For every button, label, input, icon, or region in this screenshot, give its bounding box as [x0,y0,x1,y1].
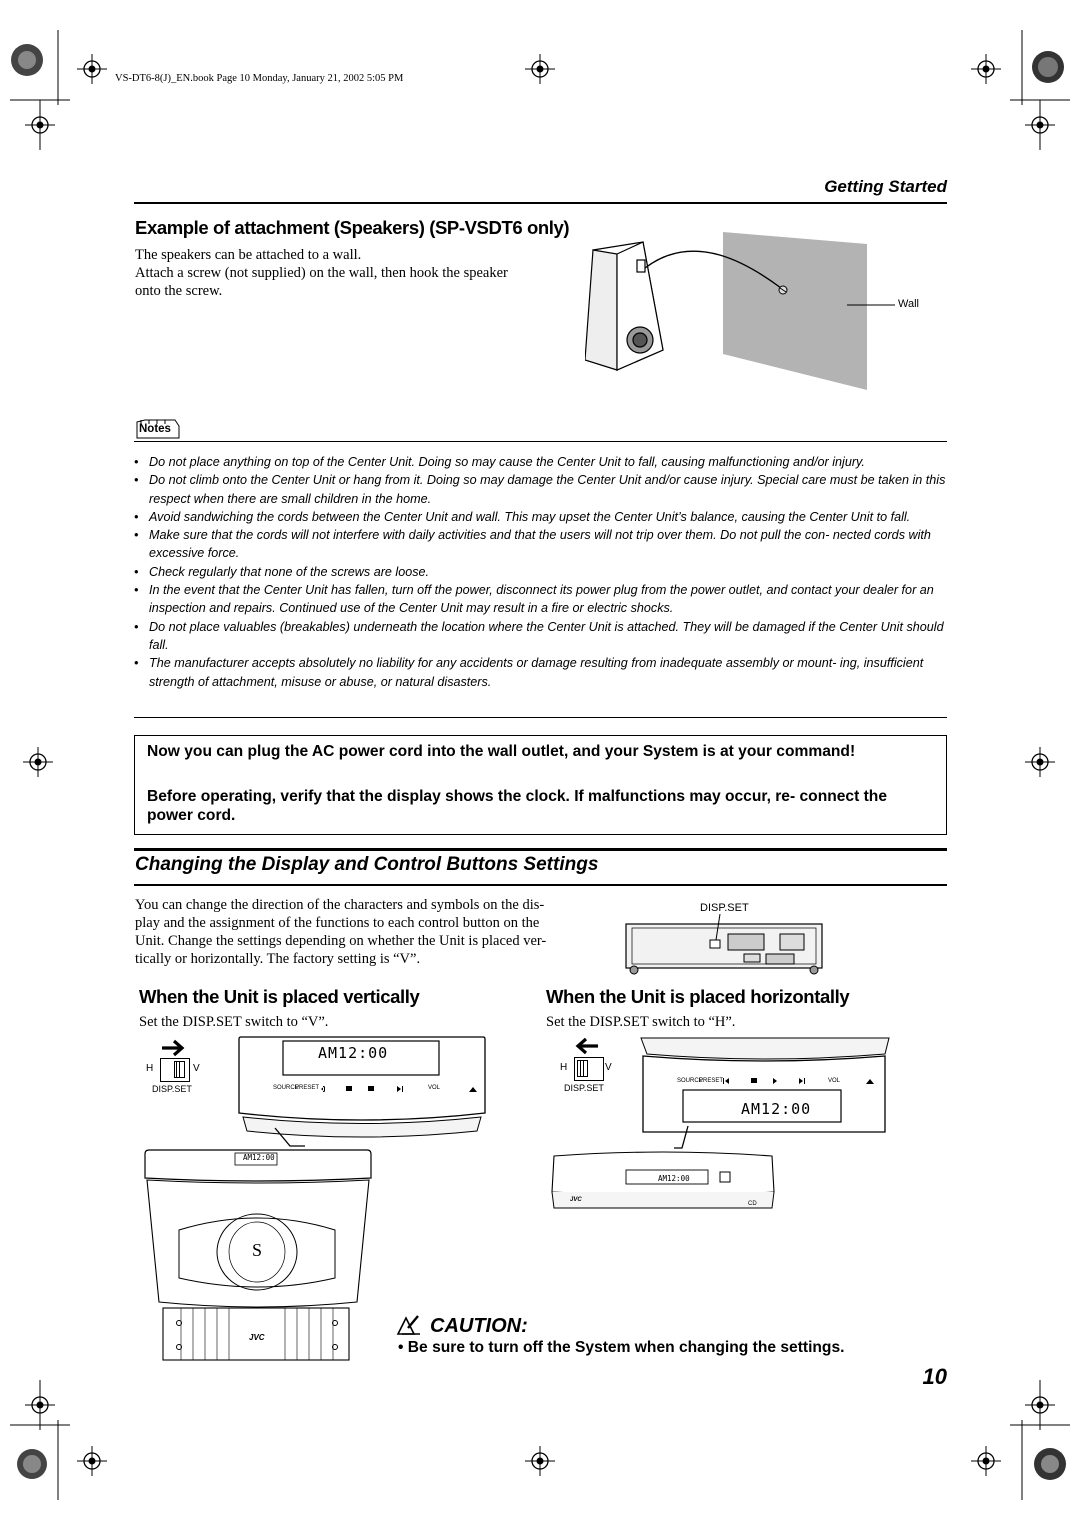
notes-badge [135,418,181,440]
attachment-line: Attach a screw (not supplied) on the wall, then hook the speaker [135,265,508,281]
list-item: • Do not place anything on top of the Center Unit. Doing so may cause the Center Unit to fall, causing malfunctioning and/or injury. [134,455,865,469]
speaker-wall-illustration [585,230,955,390]
note-text: Avoid sandwiching the cords between the Center Unit and wall. This may upset the Center Unit’s balance, causing the Center Unit to fall. [149,509,911,524]
attachment-line: onto the screw. [135,283,223,299]
lcd-readout-horizontal-small: AM12:00 [658,1174,690,1183]
button-label: SOURCE [677,1078,703,1084]
vertical-heading: When the Unit is placed vertically [139,986,420,1007]
note-text: Do not climb onto the Center Unit or hang from it. Doing so may damage the Center Unit and/or cause injury. Special care must be taken in this respect when there are small children in the home. [149,473,946,506]
section-rule-bottom [134,884,947,886]
list-item: • Do not climb onto the Center Unit or hang from it. Doing so may damage the Center Unit and/or cause injury. Special care must be taken in this respect when there are small children in the home. [134,473,946,506]
page-number: 10 [922,1364,947,1389]
section-rule-top [134,848,947,851]
attachment-heading: Example of attachment (Speakers) (SP-VSDT6 only) [135,217,570,238]
list-item: • In the event that the Center Unit has fallen, turn off the power, disconnect its power plug from the power outlet, and contact your dealer for an inspection and repairs. Continued use of the Center Unit may result in a fire or electric shocks. [134,583,934,616]
attachment-text [135,246,575,300]
display-section-heading: Changing the Display and Control Buttons Settings [135,854,599,875]
lcd-readout-vertical-small: AM12:00 [243,1153,275,1162]
notes-label: Notes [139,423,171,435]
horizontal-unit-illustration [548,1120,778,1212]
power-callout-box [134,735,947,835]
button-label: VOL [428,1085,441,1091]
note-text: In the event that the Center Unit has fallen, turn off the power, disconnect its power plug from the power outlet, and contact your dealer for an inspection and repairs. Continued use of the Center Unit may result in a fire or electric shocks. [149,583,934,616]
intro-line: You can change the direction of the characters and symbols on the dis- [135,897,545,913]
note-text: The manufacturer accepts absolutely no liability for any accidents or damage resulting from inadequate assembly or mount- ing, insufficient strength of attachment, misuse or abuse, or natural disasters. [149,656,924,689]
wall-shape [723,232,867,390]
header-rule [134,202,947,204]
speaker-icon [585,242,663,370]
rear-panel-illustration [624,914,824,976]
list-item: • Do not place valuables (breakables) underneath the location where the Center Unit is attached. They will be damaged if the Center Unit should fall. [134,619,944,652]
callout-paragraph: Now you can plug the AC power cord into the wall outlet, and your System is at your command! [147,743,856,760]
lcd-readout-vertical: AM12:00 [318,1044,389,1062]
intro-line: Unit. Change the settings depending on whether the Unit is placed ver- [135,933,547,949]
switch-h-arrow-icon [570,1037,600,1055]
note-text: Check regularly that none of the screws are loose. [149,564,430,579]
caution-text: Be sure to turn off the System when changing the settings. [407,1339,845,1356]
note-text: Make sure that the cords will not interfere with daily activities and that the users will not trip over them. Do not pull the con- nected cords with excessive force. [149,528,931,561]
intro-line: play and the assignment of the functions to each control button on the [135,915,540,931]
file-header: VS-DT6-8(J)_EN.book Page 10 Monday, January 21, 2002 5:05 PM [115,73,404,84]
brand-logo: JVC [249,1333,265,1342]
list-item: • Check regularly that none of the screws are loose. [134,564,430,579]
switch-caption: DISP.SET [564,1083,604,1093]
switch-h-label: H [560,1062,568,1073]
screw-icon [779,286,787,294]
brand-logo: JVC [570,1197,582,1203]
note-text: Do not place anything on top of the Center Unit. Doing so may cause the Center Unit to fall, causing malfunctioning and/or injury. [149,455,865,469]
list-item: • The manufacturer accepts absolutely no liability for any accidents or damage resulting from inadequate assembly or mount- ing, insufficient strength of attachment, misuse or abuse, or natural disasters. [134,656,924,689]
section-title: Getting Started [824,177,947,196]
switch-h-label: H [146,1063,154,1074]
dispset-callout-label: DISP.SET [700,902,749,914]
callout-paragraph: Before operating, verify that the display shows the clock. If malfunctions may occur, re- connect the power cord. [147,788,888,824]
lcd-readout-horizontal: AM12:00 [741,1100,812,1118]
switch-v-label: V [605,1062,612,1073]
switch-caption: DISP.SET [152,1084,192,1094]
list-item: • Avoid sandwiching the cords between the Center Unit and wall. This may upset the Center Unit’s balance, causing the Center Unit to fall. [134,509,911,524]
note-text: Do not place valuables (breakables) underneath the location where the Center Unit is attached. They will be damaged if the Center Unit should fall. [149,619,944,652]
button-label: PRESET [295,1085,320,1091]
caution-item [398,1339,844,1357]
button-label: VOL [828,1078,841,1084]
display-intro [135,896,610,968]
svg-text:S: S [252,1240,263,1260]
intro-line: tically or horizontally. The factory setting is “V”. [135,951,421,967]
switch-v-label: V [193,1063,200,1074]
notes-list [134,453,950,691]
notes-rule-bottom [134,717,947,718]
horizontal-instruction: Set the DISP.SET switch to “H”. [546,1014,736,1030]
list-item: • Make sure that the cords will not interfere with daily activities and that the users will not trip over them. Do not pull the con- nected cords with excessive force. [134,528,931,561]
switch-v-arrow-icon [160,1039,190,1057]
bullet: • [398,1339,408,1356]
wall-label: Wall [898,298,919,310]
button-label: PRESET [699,1078,724,1084]
dispset-switch-v[interactable] [160,1058,190,1082]
caution-title: CAUTION: [430,1315,528,1337]
svg-text:CD: CD [748,1201,757,1207]
vertical-instruction: Set the DISP.SET switch to “V”. [139,1014,329,1030]
attachment-line: The speakers can be attached to a wall. [135,247,362,263]
caution-hand-icon [396,1314,422,1336]
dispset-switch-h[interactable] [574,1057,604,1081]
notes-rule-top [134,441,947,442]
button-label: SOURCE [273,1085,299,1091]
horizontal-heading: When the Unit is placed horizontally [546,986,850,1007]
